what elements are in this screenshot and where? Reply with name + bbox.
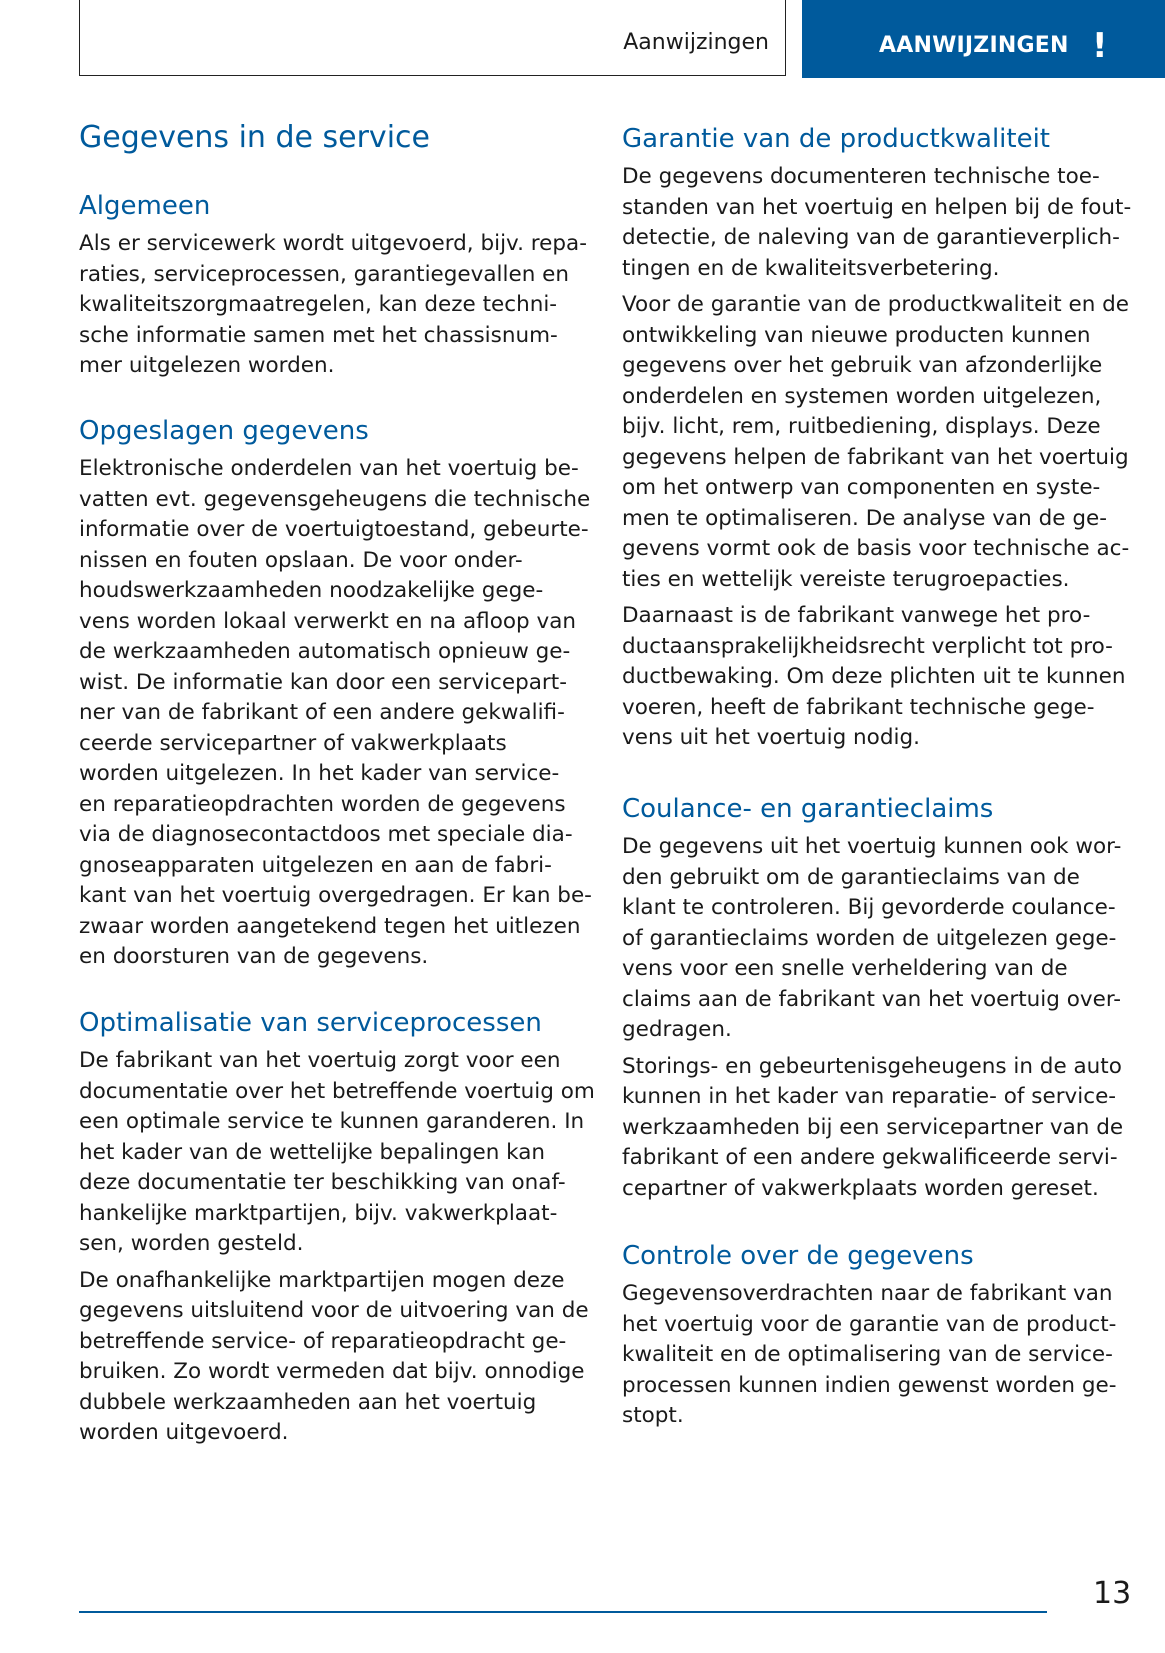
text-line: zwaar worden aangetekend tegen het uitlezen (79, 913, 581, 939)
text-line: kwaliteitszorgmaatregelen, kan deze techni- (79, 292, 558, 317)
text-line: Als er servicewerk wordt uitgevoerd, bijv. repa- (79, 231, 587, 256)
text-line: fabrikant of een andere gekwalificeerde servi- (622, 1145, 1118, 1170)
text-line: ner van de fabrikant of een andere gekwalifi- (79, 700, 565, 725)
text-line: den gebruikt om de garantieclaims van de (622, 864, 1080, 890)
running-header (79, 0, 786, 76)
paragraph (622, 601, 1142, 754)
text-line: documentatie over het betreffende voertuig om (79, 1078, 595, 1104)
chapter-tab-label: AANWIJZINGEN (879, 33, 1069, 58)
text-line: vatten evt. gegevensgeheugens die technische (79, 486, 591, 512)
text-line: gegevens helpen de fabrikant van het voertuig (622, 444, 1129, 470)
paragraph (79, 229, 599, 382)
text-line: vens uit het voertuig nodig. (622, 725, 920, 750)
text-line: stopt. (622, 1403, 684, 1428)
text-line: het kader van de wettelijke bepalingen kan (79, 1139, 546, 1165)
text-line: De gegevens uit het voertuig kunnen ook wor- (622, 834, 1122, 859)
section-controle-gegevens (622, 1239, 1142, 1432)
text-line: kant van het voertuig overgedragen. Er kan be- (79, 883, 592, 908)
text-line: men te optimaliseren. De analyse van de ge- (622, 505, 1107, 531)
text-line: ontwikkeling van nieuwe producten kunnen (622, 322, 1091, 348)
text-line: mer uitgelezen worden. (79, 353, 335, 378)
section-heading: Optimalisatie van serviceprocessen (79, 1008, 542, 1038)
text-line: nissen en fouten opslaan. De voor onder- (79, 547, 523, 573)
section-heading: Coulance- en garantieclaims (622, 794, 994, 824)
paragraph (622, 290, 1142, 595)
text-line: onderdelen en systemen worden uitgelezen, (622, 383, 1102, 409)
text-line: worden uitgelezen. In het kader van service- (79, 761, 560, 786)
text-line: werkzaamheden bij een servicepartner van de (622, 1114, 1124, 1140)
text-line: gedragen. (622, 1017, 732, 1042)
text-line: processen kunnen indien gewenst worden ge- (622, 1372, 1117, 1398)
paragraph (79, 1266, 599, 1449)
text-line: gegevens uitsluitend voor de uitvoering van de (79, 1298, 589, 1323)
text-line: en reparatieopdrachten worden de gegevens (79, 791, 566, 817)
text-line: en doorsturen van de gegevens. (79, 944, 429, 969)
text-line: claims aan de fabrikant van het voertuig over- (622, 986, 1122, 1012)
text-line: gevens vormt ook de basis voor technische ac- (622, 536, 1130, 561)
chapter-label: Aanwijzingen (623, 30, 769, 55)
text-line: wist. De informatie kan door een servicepart- (79, 669, 567, 695)
paragraph (79, 1046, 599, 1260)
text-line: ductbewaking. Om deze plichten uit te kunnen (622, 664, 1126, 689)
text-line: Voor de garantie van de productkwaliteit en de (622, 292, 1130, 317)
text-line: voeren, heeft de fabrikant technische gege- (622, 694, 1095, 720)
text-line: De gegevens documenteren technische toe- (622, 164, 1100, 189)
chapter-tab (802, 0, 1165, 78)
text-line: bruiken. Zo wordt vermeden dat bijv. onnodige (79, 1359, 585, 1384)
paragraph (79, 454, 599, 973)
section-heading: Controle over de gegevens (622, 1241, 974, 1271)
text-line: sen, worden gesteld. (79, 1231, 304, 1256)
text-line: gegevens over het gebruik van afzonderlijke (622, 353, 1103, 378)
text-line: kwaliteit en de optimalisering van de service- (622, 1342, 1113, 1367)
text-line: tingen en de kwaliteitsverbetering. (622, 255, 1000, 281)
text-line: of garantieclaims worden de uitgelezen gege- (622, 925, 1117, 951)
text-line: om het ontwerp van componenten en syste- (622, 475, 1101, 500)
page-number: 13 (1093, 1576, 1132, 1611)
text-line: ceerde servicepartner of vakwerkplaats (79, 730, 507, 756)
text-line: detectie, de naleving van de garantieverplich- (622, 225, 1120, 250)
text-line: De fabrikant van het voertuig zorgt voor een (79, 1048, 561, 1073)
text-line: de werkzaamheden automatisch opnieuw ge- (79, 639, 571, 664)
text-line: houdswerkzaamheden noodzakelijke gege- (79, 578, 544, 603)
text-line: dubbele werkzaamheden aan het voertuig (79, 1389, 537, 1415)
text-line: kunnen in het kader van reparatie- of service- (622, 1084, 1117, 1109)
text-line: raties, serviceprocessen, garantiegevallen en (79, 261, 570, 287)
text-line: hankelijke marktpartijen, bijv. vakwerkplaat- (79, 1200, 558, 1226)
exclamation-icon: ! (1092, 26, 1108, 66)
section-optimalisatie (79, 1006, 599, 1449)
section-coulance-garantieclaims (622, 792, 1142, 1204)
text-line: sche informatie samen met het chassisnum- (79, 322, 558, 348)
section-heading: Garantie van de productkwaliteit (622, 124, 1050, 154)
text-line: bijv. licht, rem, ruitbediening, displays. Deze (622, 414, 1101, 439)
section-opgeslagen-gegevens (79, 414, 599, 973)
page-title: Gegevens in de service (79, 120, 430, 155)
footer-divider (79, 1611, 1047, 1613)
text-line: deze documentatie ter beschikking van onaf- (79, 1170, 566, 1195)
text-line: vens worden lokaal verwerkt en na afloop van (79, 608, 577, 634)
text-line: vens voor een snelle verheldering van de (622, 956, 1068, 981)
paragraph (622, 1279, 1142, 1432)
text-line: gnoseapparaten uitgelezen en aan de fabri- (79, 852, 552, 878)
section-heading: Algemeen (79, 191, 211, 221)
text-line: informatie over de voertuigtoestand, gebeurte- (79, 517, 589, 542)
text-line: worden uitgevoerd. (79, 1420, 289, 1445)
section-heading: Opgeslagen gegevens (79, 416, 369, 446)
text-line: Gegevensoverdrachten naar de fabrikant van (622, 1281, 1113, 1306)
text-line: een optimale service te kunnen garanderen. In (79, 1109, 585, 1134)
text-line: klant te controleren. Bij gevorderde coulance- (622, 895, 1116, 920)
text-line: het voertuig voor de garantie van de product- (622, 1311, 1117, 1337)
text-line: standen van het voertuig en helpen bij de fout- (622, 194, 1132, 220)
paragraph (622, 162, 1142, 284)
text-line: via de diagnosecontactdoos met speciale dia- (79, 822, 573, 847)
paragraph (622, 832, 1142, 1046)
text-line: ties en wettelijk vereiste terugroepacties. (622, 566, 1070, 592)
paragraph (622, 1052, 1142, 1205)
text-line: ductaansprakelijkheidsrecht verplicht tot pro- (622, 633, 1113, 659)
text-line: De onafhankelijke marktpartijen mogen deze (79, 1267, 565, 1293)
text-line: Storings- en gebeurtenisgeheugens in de auto (622, 1053, 1122, 1079)
section-algemeen (79, 189, 599, 382)
text-line: Elektronische onderdelen van het voertuig be- (79, 456, 579, 481)
text-line: Daarnaast is de fabrikant vanwege het pro- (622, 603, 1091, 628)
section-garantie-productkwaliteit (622, 122, 1142, 754)
text-line: betreffende service- of reparatieopdracht ge- (79, 1328, 567, 1354)
text-line: cepartner of vakwerkplaats worden gereset. (622, 1175, 1099, 1201)
